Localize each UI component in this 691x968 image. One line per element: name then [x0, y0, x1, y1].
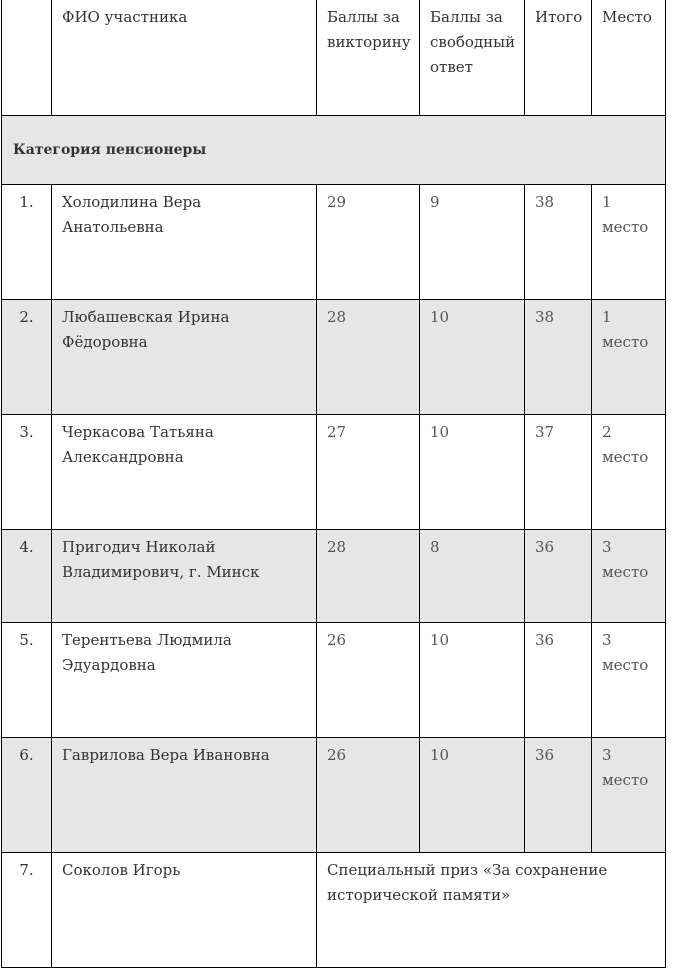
header-total: Итого	[525, 0, 592, 116]
place: 3 место	[592, 530, 666, 623]
quiz-score: 26	[317, 738, 420, 853]
total-score: 37	[525, 415, 592, 530]
row-number: 4.	[2, 530, 52, 623]
row-number: 2.	[2, 300, 52, 415]
row-number: 6.	[2, 738, 52, 853]
place: 2 место	[592, 415, 666, 530]
row-number: 1.	[2, 185, 52, 300]
special-prize-text: Специальный приз «За сохранение исторической памяти»	[317, 853, 666, 968]
quiz-score: 28	[317, 300, 420, 415]
total-score: 36	[525, 738, 592, 853]
place: 3 место	[592, 623, 666, 738]
total-score: 38	[525, 185, 592, 300]
free-answer-score: 10	[420, 623, 525, 738]
total-score: 36	[525, 623, 592, 738]
free-answer-score: 10	[420, 415, 525, 530]
quiz-score: 29	[317, 185, 420, 300]
free-answer-score: 10	[420, 300, 525, 415]
row-number: 7.	[2, 853, 52, 968]
header-row	[2, 0, 666, 116]
free-answer-score: 8	[420, 530, 525, 623]
header-place: Место	[592, 0, 666, 116]
free-answer-score: 9	[420, 185, 525, 300]
table-row	[2, 738, 666, 853]
free-answer-score: 10	[420, 738, 525, 853]
table-row	[2, 415, 666, 530]
participant-name: Гаврилова Вера Ивановна	[52, 738, 317, 853]
quiz-score: 26	[317, 623, 420, 738]
category-label: Категория пенсионеры	[2, 116, 666, 185]
table-row	[2, 185, 666, 300]
table-row	[2, 623, 666, 738]
category-row	[2, 116, 666, 185]
results-table	[1, 0, 666, 968]
special-prize-row	[2, 853, 666, 968]
participant-name: Любашевская Ирина Фёдоровна	[52, 300, 317, 415]
participant-name: Холодилина Вера Анатольевна	[52, 185, 317, 300]
place: 3 место	[592, 738, 666, 853]
quiz-score: 28	[317, 530, 420, 623]
total-score: 36	[525, 530, 592, 623]
header-name: ФИО участника	[52, 0, 317, 116]
participant-name: Пригодич Николай Владимирович, г. Минск	[52, 530, 317, 623]
place: 1 место	[592, 185, 666, 300]
participant-name: Черкасова Татьяна Александровна	[52, 415, 317, 530]
participant-name: Терентьева Людмила Эдуардовна	[52, 623, 317, 738]
quiz-score: 27	[317, 415, 420, 530]
row-number: 3.	[2, 415, 52, 530]
table-row	[2, 530, 666, 623]
total-score: 38	[525, 300, 592, 415]
header-quiz: Баллы за викторину	[317, 0, 420, 116]
participant-name: Соколов Игорь	[52, 853, 317, 968]
place: 1 место	[592, 300, 666, 415]
row-number: 5.	[2, 623, 52, 738]
header-num	[2, 0, 52, 116]
header-free-answer: Баллы за свободный ответ	[420, 0, 525, 116]
table-row	[2, 300, 666, 415]
